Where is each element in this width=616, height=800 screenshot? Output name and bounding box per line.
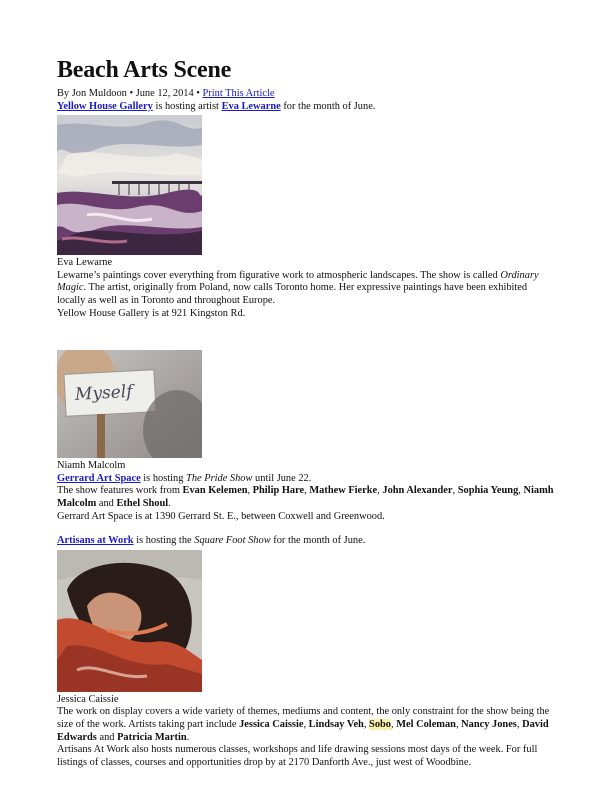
and-word: and — [98, 497, 114, 509]
section2-artists: The show features work from Evan Kelemen, Philip Hare, Mathew Fierke, John Alexander, Sophia Yeung, Niamh Malcolm and Ethel Shoul. — [57, 485, 554, 509]
niamh-malcolm-photo-image — [57, 350, 202, 458]
artist-name: Mel Coleman — [396, 718, 456, 730]
section3-description: The work on display covers a wide variety of themes, mediums and content, the only constraint for the show being the size of the work. Artists taking part include Jessica Caissie, Lindsay Veh, Sobo, Mel Coleman, Nancy Jones, David Edwards and Patricia Martin. — [57, 706, 550, 743]
artist-name: John Alexander — [382, 485, 453, 497]
artist-name: Lindsay Veh — [308, 718, 364, 730]
eva-lewarne-link[interactable]: Eva Lewarne — [221, 100, 281, 112]
section3-intro-text-b: for the month of June. — [273, 535, 366, 547]
artist-name: Nancy Jones — [461, 718, 517, 730]
artist-name: Evan Kelemen — [182, 485, 248, 497]
byline — [57, 88, 557, 101]
artist-name: Sophia Yeung — [457, 485, 519, 497]
ordinary-magic-title: Ordinary Magic — [57, 269, 539, 294]
artist-name: Mathew Fierke — [309, 485, 378, 497]
and-word: and — [99, 731, 115, 743]
section2-intro-text-b: until June 22. — [255, 472, 312, 484]
byline-text: By Jon Muldoon • June 12, 2014 • — [57, 88, 200, 99]
section3-intro — [57, 535, 557, 548]
section2-address: Gerrard Art Space is at 1390 Gerrard St. E., between Coxwell and Greenwood. — [57, 510, 385, 522]
artisans-at-work-link[interactable]: Artisans at Work — [57, 535, 134, 547]
section3-classes: Artisans At Work also hosts numerous classes, workshops and life drawing sessions most days of the week. For full listings of classes, courses and opportunities drop by at 2170 Danforth Ave., just west of Woodbine. — [57, 744, 538, 768]
jessica-caissie-caption: Jessica Caissie — [57, 693, 119, 705]
artist-name: Ethel Shoul — [116, 497, 169, 509]
spacer — [57, 320, 557, 348]
article-content — [57, 56, 557, 769]
artist-name: Jessica Caissie — [239, 718, 304, 730]
artist-name-highlighted: Sobo — [369, 718, 391, 730]
myself-sign-text: Myself — [74, 381, 134, 405]
niamh-malcolm-caption: Niamh Malcolm — [57, 460, 126, 472]
eva-lewarne-caption: Eva Lewarne — [57, 257, 113, 269]
artist-name: David Edwards — [57, 718, 549, 743]
artist-name: Patricia Martin — [117, 731, 187, 743]
section1-intro-text-b: for the month of June. — [283, 100, 376, 112]
section1-description — [57, 270, 557, 308]
section1-desc-b: . The artist, originally from Poland, now calls Toronto home. Her expressive paintings have been exhibited locally as well as in Toronto and throughout Europe. — [57, 282, 528, 306]
pride-show-title: The Pride Show — [186, 472, 253, 484]
section1-intro-text-a: is hosting artist — [155, 100, 219, 112]
spacer — [57, 523, 557, 535]
section3-desc-a: The work on display covers a wide variety of themes, mediums and content, the only constraint for the show being the size of the work. Artists taking part include — [57, 706, 550, 730]
section1-desc-a: Lewarne’s paintings cover everything from figurative work to atmospheric landscapes. The show is called — [57, 269, 498, 281]
square-foot-show-title: Square Foot Show — [194, 535, 271, 547]
section1-address: Yellow House Gallery is at 921 Kingston Rd. — [57, 307, 246, 319]
gerrard-art-space-link[interactable]: Gerrard Art Space — [57, 472, 141, 484]
artist-name: Philip Hare — [252, 485, 305, 497]
eva-lewarne-painting-image — [57, 115, 202, 255]
yellow-house-gallery-link[interactable]: Yellow House Gallery — [57, 100, 153, 112]
jessica-caissie-painting-image — [57, 550, 202, 692]
article-title: Beach Arts Scene — [57, 57, 232, 83]
print-article-link[interactable]: Print This Article — [202, 88, 275, 99]
section1-intro — [57, 101, 557, 114]
artist-name: Niamh Malcolm — [57, 485, 554, 509]
features-prefix: The show features work from — [57, 485, 180, 497]
section3-intro-text-a: is hosting the — [136, 535, 192, 547]
section2-intro — [57, 473, 557, 486]
section2-intro-text-a: is hosting — [143, 472, 184, 484]
